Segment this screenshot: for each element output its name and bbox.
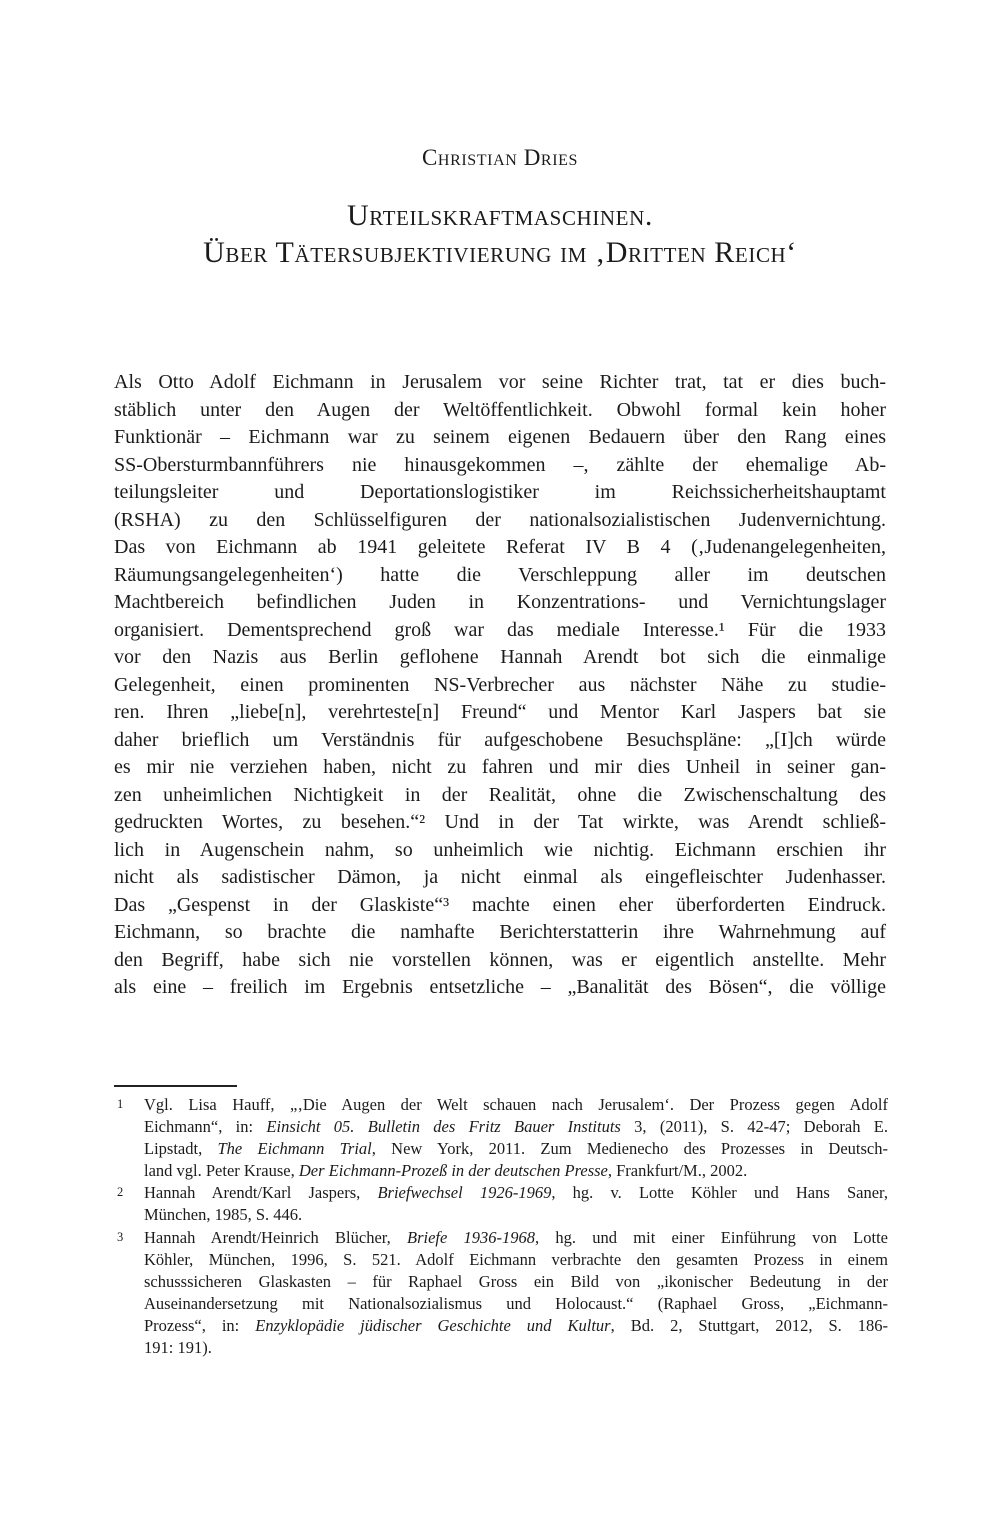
body-line: Machtbereich befindlichen Juden in Konzentrations- und Vernichtungslager <box>114 591 886 613</box>
body-line: nicht als sadistischer Dämon, ja nicht einmal als eingefleischter Judenhasser. <box>114 866 886 888</box>
footnote-number: 1 <box>117 1097 124 1111</box>
footnote-2 <box>114 1182 888 1226</box>
body-line: SS-Obersturmbannführers nie hinausgekommen –, zählte der ehemalige Ab- <box>114 453 886 476</box>
footnote-separator <box>114 1085 237 1087</box>
footnote-1 <box>114 1094 888 1182</box>
body-line: den Begriff, habe sich nie vorstellen können, was er eigentlich anstellte. Mehr <box>114 948 886 971</box>
footnote-line: Vgl. Lisa Hauff, „‚Die Augen der Welt schauen nach Jerusalem‘. Der Prozess gegen Adolf <box>144 1095 888 1114</box>
author-name: Christian Dries <box>421 145 579 170</box>
body-line: Räumungsangelegenheiten‘) hatte die Verschleppung aller im deutschen <box>114 563 886 586</box>
body-line: Das von Eichmann ab 1941 geleitete Referat IV B 4 (‚Judenangelegenheiten, <box>114 536 886 558</box>
footnote-line: Köhler, München, 1996, S. 521. Adolf Eichmann verbrachte den gesamten Prozess in einem <box>144 1249 888 1269</box>
footnote-line: München, 1985, S. 446. <box>144 1205 303 1225</box>
body-line: Das „Gespenst in der Glaskiste“³ machte einen eher überforderten Eindruck. <box>114 893 886 916</box>
footnote-line: schusssicheren Glaskasten – für Raphael Gross ein Bild von „ikonischer Bedeutung in der <box>144 1271 888 1291</box>
body-line: (RSHA) zu den Schlüsselfiguren der nationalsozialistischen Judenvernichtung. <box>114 508 886 531</box>
footnote-line: 191: 191). <box>144 1338 212 1358</box>
footnote-line: Hannah Arendt/Karl Jaspers, Briefwechsel 1926-1969, hg. v. Lotte Köhler und Hans Saner, <box>144 1183 889 1203</box>
page-title <box>0 197 1000 271</box>
body-line: stäblich unter den Augen der Weltöffentlichkeit. Obwohl formal kein hoher <box>114 398 886 421</box>
body-line: teilungsleiter und Deportationslogistiker im Reichssicherheitshauptamt <box>114 481 886 503</box>
footnotes <box>114 1094 888 1359</box>
body-line: organisiert. Dementsprechend groß war das mediale Interesse.¹ Für die 1933 <box>114 618 886 641</box>
footnote-line: Prozess“, in: Enzyklopädie jüdischer Geschichte und Kultur, Bd. 2, Stuttgart, 2012, S. 186- <box>144 1315 888 1335</box>
body-line: es mir nie verziehen haben, nicht zu fahren und mir dies Unheil in seiner gan- <box>114 756 886 778</box>
footnote-line: Auseinandersetzung mit Nationalsozialismus und Holocaust.“ (Raphael Gross, „Eichmann- <box>144 1293 888 1313</box>
footnote-line: Eichmann“, in: Einsicht 05. Bulletin des Fritz Bauer Instituts 3, (2011), S. 42-47; Deborah E. <box>144 1117 888 1137</box>
page-title-line1: Urteilskraftmaschinen. <box>347 199 653 232</box>
body-line: Funktionär – Eichmann war zu seinem eigenen Bedauern über den Rang eines <box>114 426 886 448</box>
footnote-line: land vgl. Peter Krause, Der Eichmann-Prozeß in der deutschen Presse, Frankfurt/M., 2002. <box>144 1161 748 1181</box>
body-line: Als Otto Adolf Eichmann in Jerusalem vor seine Richter trat, tat er dies buch- <box>114 371 886 393</box>
body-line: lich in Augenschein nahm, so unheimlich wie nichtig. Eichmann erschien ihr <box>114 838 886 861</box>
body-line: zen unheimlichen Nichtigkeit in der Realität, ohne die Zwischenschaltung des <box>114 783 886 806</box>
body-line: vor den Nazis aus Berlin geflohene Hannah Arendt bot sich die einmalige <box>114 646 886 668</box>
body-text <box>114 369 886 1002</box>
body-line: Eichmann, so brachte die namhafte Berichterstatterin ihre Wahrnehmung auf <box>114 921 886 943</box>
footnote-number: 2 <box>117 1185 124 1200</box>
body-line: gedruckten Wortes, zu besehen.“² Und in der Tat wirkte, was Arendt schließ- <box>114 811 886 833</box>
body-line: als eine – freilich im Ergebnis entsetzliche – „Banalität des Bösen“, die völlige <box>114 976 886 998</box>
body-line: Gelegenheit, einen prominenten NS-Verbrecher aus nächster Nähe zu studie- <box>114 673 886 696</box>
body-line: daher brieflich um Verständnis für aufgeschobene Besuchspläne: „[I]ch würde <box>114 728 886 751</box>
body-line: ren. Ihren „liebe[n], verehrteste[n] Freund“ und Mentor Karl Jaspers bat sie <box>114 701 886 723</box>
page-title-line2: Über Tätersubjektivierung im ‚Dritten Reich‘ <box>203 236 797 269</box>
footnote-line: Hannah Arendt/Heinrich Blücher, Briefe 1936-1968, hg. und mit einer Einführung von Lotte <box>144 1227 888 1247</box>
footnote-line: Lipstadt, The Eichmann Trial, New York, 2011. Zum Medienecho des Prozesses in Deutsch- <box>144 1139 888 1159</box>
footnote-number: 3 <box>117 1229 124 1244</box>
footnote-3 <box>114 1227 888 1360</box>
